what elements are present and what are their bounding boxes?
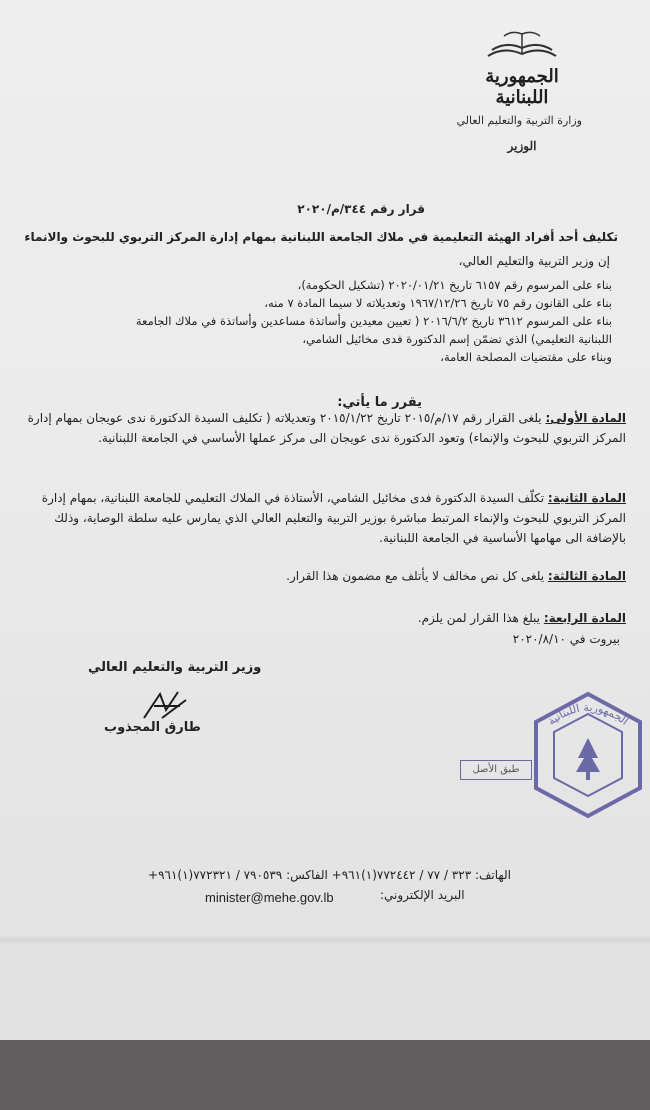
paper-fold <box>0 935 650 945</box>
article-label: المادة الثالثة: <box>547 569 626 583</box>
footer-email-label: البريد الإلكتروني: <box>380 888 465 902</box>
place-date: بيروت في ٢٠٢٠/٨/١٠ <box>512 632 620 646</box>
basis-line: وبناء على مقتضيات المصلحة العامة، <box>440 350 612 364</box>
basis-line: بناء على المرسوم رقم ٦١٥٧ تاريخ ٢٠٢٠/٠١/٢١ (تشكيل الحكومة)، <box>297 278 612 292</box>
country-name: الجمهورية اللبنانية <box>485 66 559 108</box>
article-4 <box>22 608 626 628</box>
decision-issuer: إن وزير التربية والتعليم العالي، <box>458 254 610 268</box>
decision-number: قرار رقم ٣٤٤/م/٢٠٢٠ <box>297 202 425 216</box>
article-2 <box>22 488 626 548</box>
article-text: يبلغ هذا القرار لمن يلزم. <box>417 611 544 625</box>
open-book-logo-icon <box>482 28 562 62</box>
footer-email: minister@mehe.gov.lb <box>205 890 334 905</box>
official-stamp <box>528 690 648 820</box>
background-surface <box>0 1040 650 1110</box>
article-label: المادة الأولى: <box>545 411 626 425</box>
article-1 <box>22 408 626 448</box>
letterhead <box>456 28 582 153</box>
article-text: يلغى القرار رقم ١٧/م/٢٠١٥ تاريخ ٢٠١٥/١/٢٢ وتعديلاته ( تكليف السيدة الدكتورة ندى عويجان بمهام إدارة المركز التربوي للبحوث والإنماء) وتعود الدكتورة ندى عويجان الى مركز عملها الأساسي في الجامعة اللبنانية. <box>27 411 626 445</box>
basis-line: بناء على القانون رقم ٧٥ تاريخ ١٩٦٧/١٢/٢٦ وتعديلاته لا سيما المادة ٧ منه، <box>264 296 612 310</box>
true-copy-box: طبق الأصل <box>460 760 532 780</box>
basis-line: اللبنانية التعليمي) الذي تضمّن إسم الدكتورة فدى مخائيل الشامي، <box>302 332 612 346</box>
stamp-text: الجمهورية اللبنانية <box>545 700 631 728</box>
article-label: المادة الثانية: <box>547 491 626 505</box>
signature-title: وزير التربية والتعليم العالي <box>88 660 262 675</box>
decides-heading: يقرر ما يأتي: <box>337 395 422 410</box>
signatory-name: طارق المجذوب <box>104 720 201 735</box>
article-text: تكلّف السيدة الدكتورة فدى مخائيل الشامي، الأستاذة في الملاك التعليمي للجامعة اللبنانية، بمهام إدارة المركز التربوي للبحوث والإنماء المرتبط مباشرة بوزير التربية والتعليم العالي الذي يمارس عليه سلطة الوصاية، وذلك بالإضافة الى مهامها الأساسية في الجامعة اللبنانية. <box>41 491 626 545</box>
basis-line: بناء على المرسوم ٣٦١٢ تاريخ ٢٠١٦/٦/٢ ( تعيين معيدين وأساتذة مساعدين وأساتذة في ملاك الجامعة <box>135 314 612 328</box>
article-label: المادة الرابعة: <box>543 611 626 625</box>
article-3 <box>22 566 626 586</box>
footer-phone: الهاتف: ٣٢٣ / ٧٧ / ٧٧٢٤٤٢(١)٩٦١+ الفاكس: ٧٩٠٥٣٩ / ٧٧٢٣٢١(١)٩٦١+ <box>148 868 511 882</box>
article-text: يلغى كل نص مخالف لا يأتلف مع مضمون هذا القرار. <box>286 569 548 583</box>
ministry-name: وزارة التربية والتعليم العالي <box>456 114 582 127</box>
minister-office: الوزير <box>507 139 537 153</box>
decision-subject: تكليف أحد أفراد الهيئة التعليمية في ملاك الجامعة اللبنانية بمهام إدارة المركز التربوي للبحوث والانماء <box>24 230 618 244</box>
